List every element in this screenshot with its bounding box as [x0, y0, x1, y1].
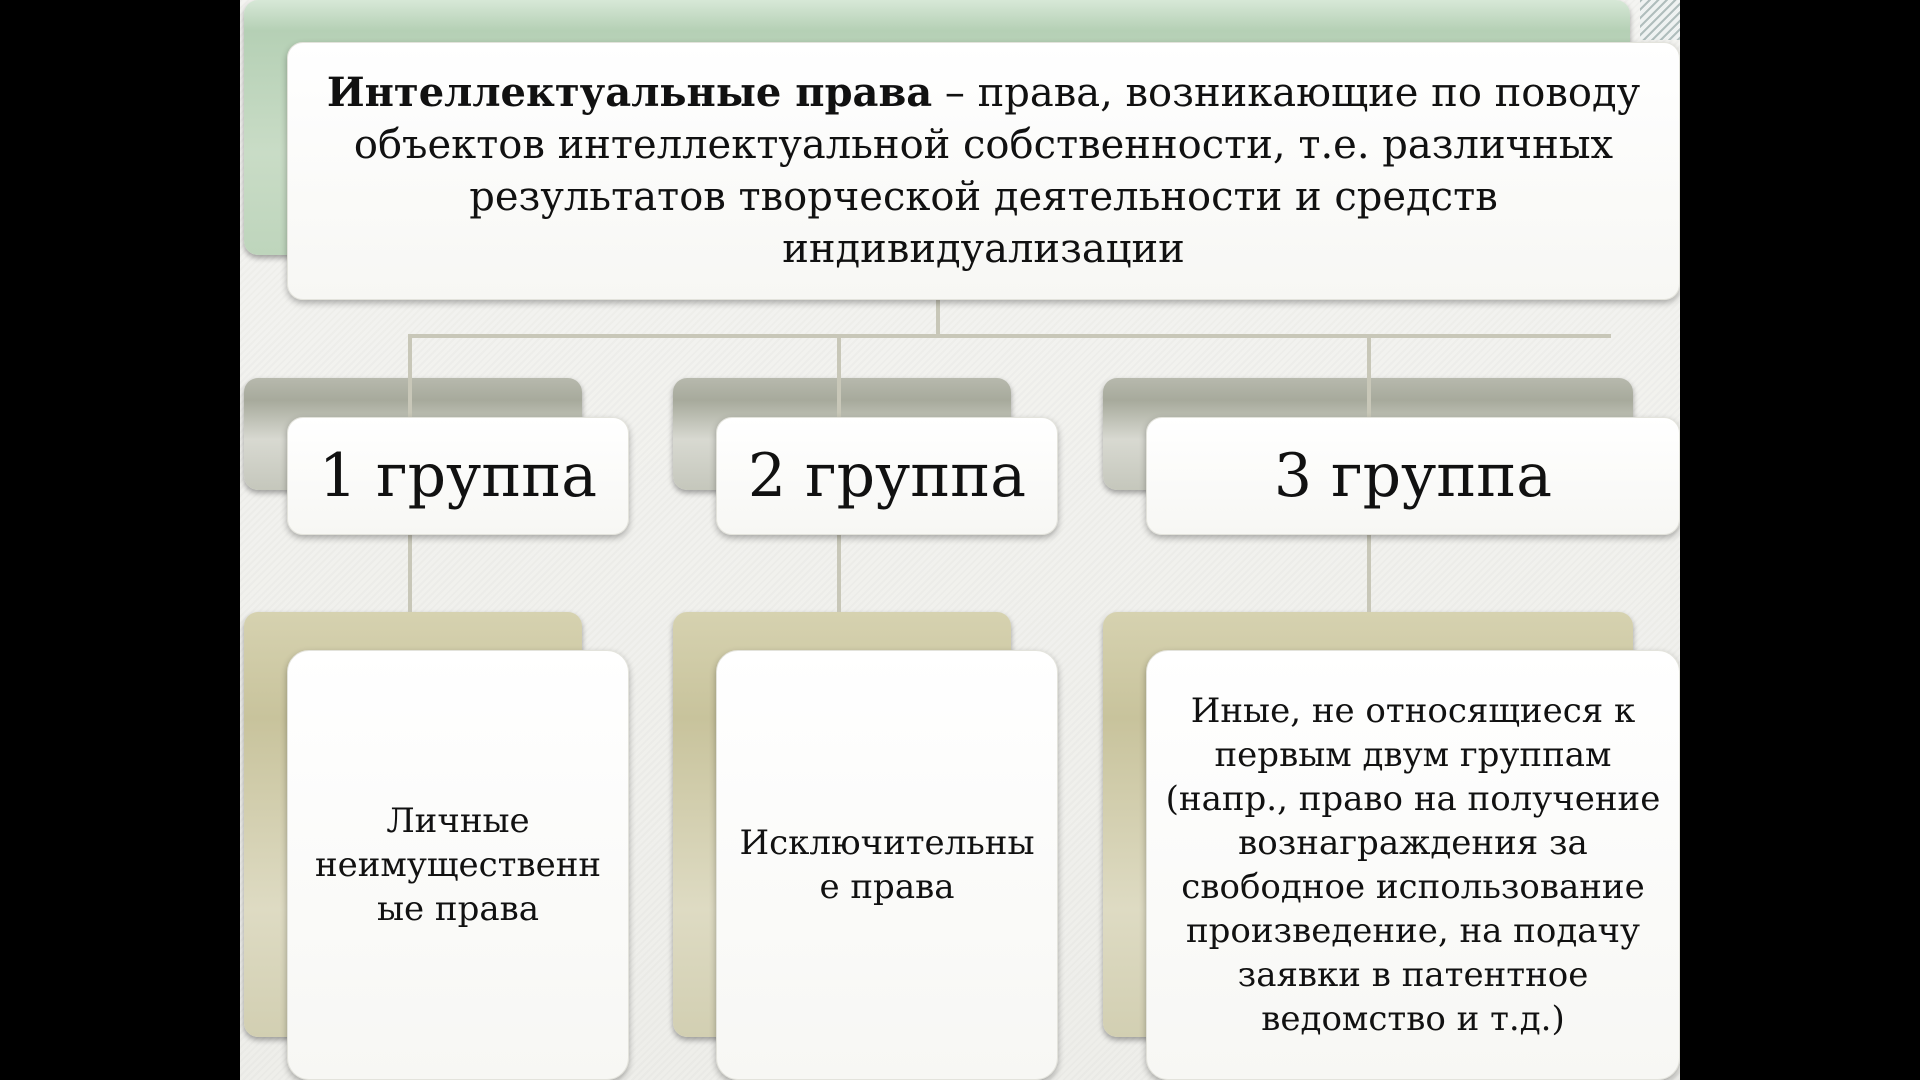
- group-2-label: 2 группа: [747, 441, 1027, 511]
- definition-text: [312, 67, 1655, 275]
- connector-group-1-desc: [408, 535, 412, 612]
- group-2-description-box: [716, 650, 1058, 1080]
- connector-root-vertical: [936, 300, 940, 338]
- corner-decoration: [1640, 0, 1680, 40]
- connector-group-3-desc: [1367, 535, 1371, 612]
- group-2-description: Исключительны е права: [739, 823, 1035, 907]
- connector-group-2-desc: [837, 535, 841, 612]
- group-2-box: [716, 417, 1058, 535]
- group-3-label: 3 группа: [1273, 441, 1553, 511]
- group-3-description-box: [1146, 650, 1680, 1080]
- connector-to-group-2: [837, 334, 841, 417]
- slide: [240, 0, 1680, 1080]
- group-1-description-box: [287, 650, 629, 1080]
- group-1-description: Личные неимущественн ые права: [314, 801, 602, 929]
- connector-horizontal: [408, 334, 1611, 338]
- group-1-box: [287, 417, 629, 535]
- definition-body: – права, возникающие по поводу объектов интеллектуальной собственности, т.е. различных результатов творческой деятельности и средств индивидуализации: [353, 70, 1641, 272]
- connector-to-group-1: [408, 334, 412, 417]
- group-3-box: [1146, 417, 1680, 535]
- definition-term: Интеллектуальные права: [326, 69, 933, 116]
- group-3-description: Иные, не относящиеся к первым двум группам (напр., право на получение вознаграждения за свободное использование произведение, на подачу заявки в патентное ведомство и т.д.): [1165, 691, 1661, 1039]
- connector-to-group-3: [1367, 334, 1371, 417]
- definition-box: [287, 42, 1680, 300]
- group-1-label: 1 группа: [318, 441, 598, 511]
